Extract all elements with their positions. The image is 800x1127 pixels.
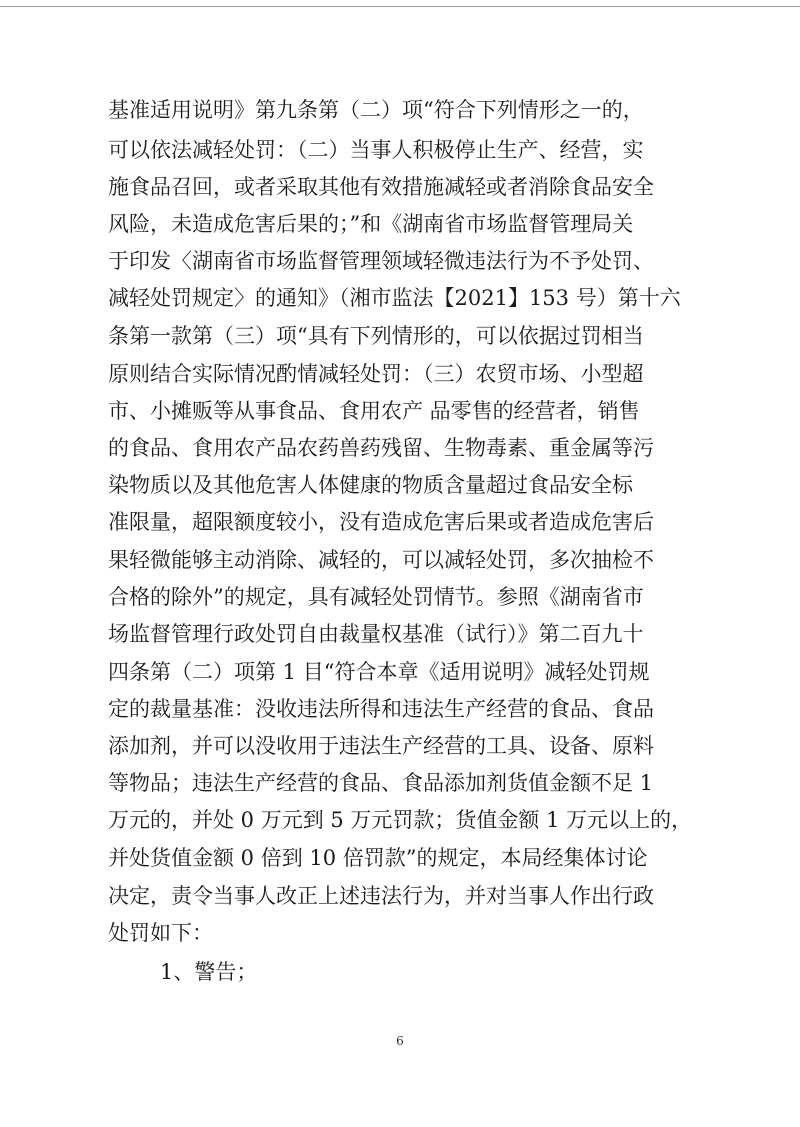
paragraph-line: 果轻微能够主动消除、减轻的，可以减轻处罚，多次抽检不	[108, 548, 654, 572]
paragraph-line: 基准适用说明》第九条第（二）项“符合下列情形之一的，	[108, 98, 644, 122]
list-item-warning: 1、警告；	[160, 960, 258, 984]
paragraph-line: 万元的，并处 0 万元到 5 万元罚款；货值金额 1 万元以上的，	[108, 808, 693, 832]
paragraph-line: 并处货值金额 0 倍到 10 倍罚款”的规定，本局经集体讨论	[108, 846, 648, 870]
paragraph-line: 减轻处罚规定〉的通知》（湘市监法【2021】153 号）第十六	[108, 286, 681, 310]
paragraph-line: 四条第（二）项第 1 目“符合本章《适用说明》减轻处罚规	[108, 660, 650, 684]
paragraph-line: 施食品召回，或者采取其他有效措施减轻或者消除食品安全	[108, 175, 654, 199]
paragraph-line: 决定，责令当事人改正上述违法行为，并对当事人作出行政	[108, 884, 654, 908]
paragraph-line: 可以依法减轻处罚：（二）当事人积极停止生产、经营，实	[108, 138, 644, 162]
paragraph-line: 添加剂，并可以没收用于违法生产经营的工具、设备、原料	[108, 734, 654, 758]
paragraph-line: 市、小摊贩等从事食品、食用农产 品零售的经营者，销售	[108, 399, 640, 423]
paragraph-line: 定的裁量基准：没收违法所得和违法生产经营的食品、食品	[108, 697, 654, 721]
paragraph-line: 条第一款第（三）项“具有下列情形的，可以依据过罚相当	[108, 324, 644, 348]
paragraph-line: 处罚如下：	[108, 921, 213, 945]
paragraph-line: 的食品、食用农产品农药兽药残留、生物毒素、重金属等污	[108, 436, 654, 460]
paragraph-line: 原则结合实际情况酌情减轻处罚：（三）农贸市场、小型超	[108, 362, 644, 386]
paragraph-line: 染物质以及其他危害人体健康的物质含量超过食品安全标	[108, 473, 633, 497]
paragraph-line: 合格的除外”的规定，具有减轻处罚情节。参照《湖南省市	[108, 585, 644, 609]
page-number: 6	[396, 1034, 404, 1048]
paragraph-line: 场监督管理行政处罚自由裁量权基准（试行）》第二百九十	[108, 622, 644, 646]
paragraph-line: 等物品；违法生产经营的食品、食品添加剂货值金额不足 1	[108, 771, 654, 795]
paragraph-line: 于印发〈湖南省市场监督管理领域轻微违法行为不予处罚、	[108, 249, 654, 273]
paragraph-line: 风险，未造成危害后果的；”和《湖南省市场监督管理局关	[108, 212, 634, 236]
paragraph-line: 准限量，超限额度较小，没有造成危害后果或者造成危害后	[108, 510, 654, 534]
